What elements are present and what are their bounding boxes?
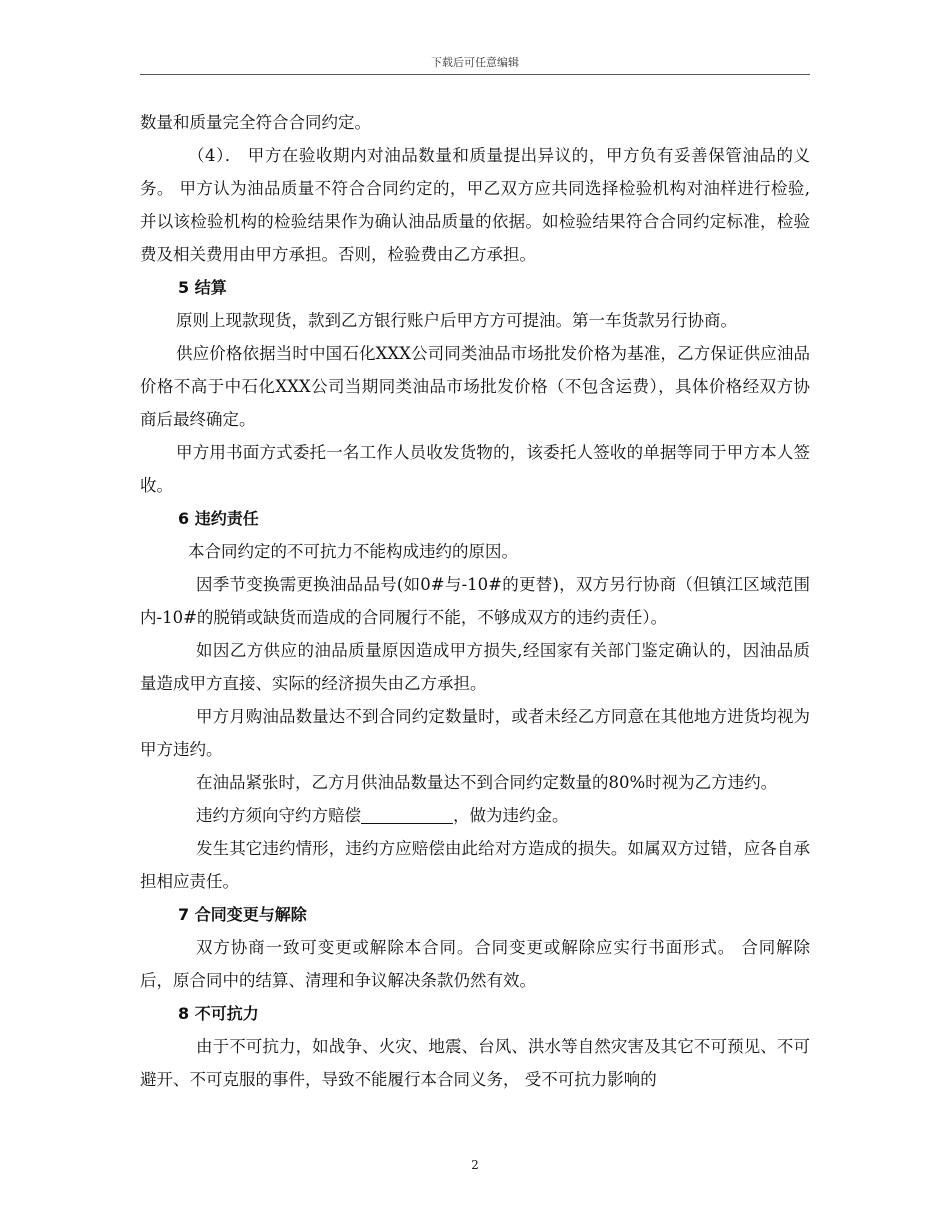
page-number: 2 bbox=[471, 1158, 479, 1172]
paragraph-inspection-dispute: （4）． 甲方在验收期内对油品数量和质量提出异议的，甲方负有妥善保管油品的义务。 甲方认为油品质量不符合合同约定的，甲乙双方应共同选择检验机构对油样进行检验,并以该检验机构的检验结果作为确认油品质量的依据。如检验结果符合合同约定标准，检验费及相关费用由甲方承担。否则，检验费由乙方承担。 bbox=[140, 146, 810, 264]
paragraph-force-majeure-exception: 本合同约定的不可抗力不能构成违约的原因。 bbox=[188, 542, 518, 561]
paragraph-other-breach: 发生其它违约情形，违约方应赔偿由此给对方造成的损失。如属双方过错，应各自承担相应责任。 bbox=[140, 839, 810, 891]
section-heading-force-majeure: 8 不可抗力 bbox=[178, 1004, 259, 1023]
paragraph-purchase-shortfall: 甲方月购油品数量达不到合同约定数量时，或者未经乙方同意在其他地方进货均视为甲方违约。 bbox=[140, 707, 810, 759]
paragraph-quantity-quality: 数量和质量完全符合合同约定。 bbox=[140, 113, 371, 132]
section-heading-change-termination: 7 合同变更与解除 bbox=[178, 905, 307, 924]
paragraph-payment: 原则上现款现货，款到乙方银行账户后甲方方可提油。第一车货款另行协商。 bbox=[176, 311, 737, 330]
paragraph-force-majeure: 由于不可抗力，如战争、火灾、地震、台风、洪水等自然灾害及其它不可预见、不可避开、不可克服的事件，导致不能履行本合同义务， 受不可抗力影响的 bbox=[140, 1037, 810, 1089]
section-heading-liability: 6 违约责任 bbox=[178, 509, 259, 528]
penalty-text-before: 违约方须向守约方赔偿 bbox=[196, 806, 361, 825]
paragraph-season-change: 因季节变换需更换油品品号(如0#与-10#的更替)，双方另行协商（但镇江区域范围内-10#的脱销或缺货而造成的合同履行不能，不够成双方的违约责任）。 bbox=[140, 575, 810, 627]
paragraph-change-termination: 双方协商一致可变更或解除本合同。合同变更或解除应实行书面形式。 合同解除后，原合同中的结算、清理和争议解决条款仍然有效。 bbox=[140, 938, 810, 990]
header-rule bbox=[140, 74, 810, 75]
paragraph-pricing: 供应价格依据当时中国石化XXX公司同类油品市场批发价格为基准，乙方保证供应油品价格不高于中石化XXX公司当期同类油品市场批发价格（不包含运费），具体价格经双方协商后最终确定。 bbox=[140, 344, 810, 429]
paragraph-penalty bbox=[140, 799, 810, 832]
paragraph-quality-loss: 如因乙方供应的油品质量原因造成甲方损失,经国家有关部门鉴定确认的，因油品质量造成甲方直接、实际的经济损失由乙方承担。 bbox=[140, 641, 810, 693]
penalty-amount-blank bbox=[361, 805, 453, 824]
paragraph-delegate-receipt: 甲方用书面方式委托一名工作人员收发货物的，该委托人签收的单据等同于甲方本人签收。 bbox=[140, 443, 810, 495]
section-heading-settlement: 5 结算 bbox=[178, 278, 227, 297]
document-body bbox=[140, 106, 810, 1096]
paragraph-supply-shortfall: 在油品紧张时，乙方月供油品数量达不到合同约定数量的80%时视为乙方违约。 bbox=[196, 773, 778, 792]
penalty-text-after: ，做为违约金。 bbox=[453, 806, 569, 825]
page-header: 下载后可任意编辑 bbox=[431, 56, 519, 69]
